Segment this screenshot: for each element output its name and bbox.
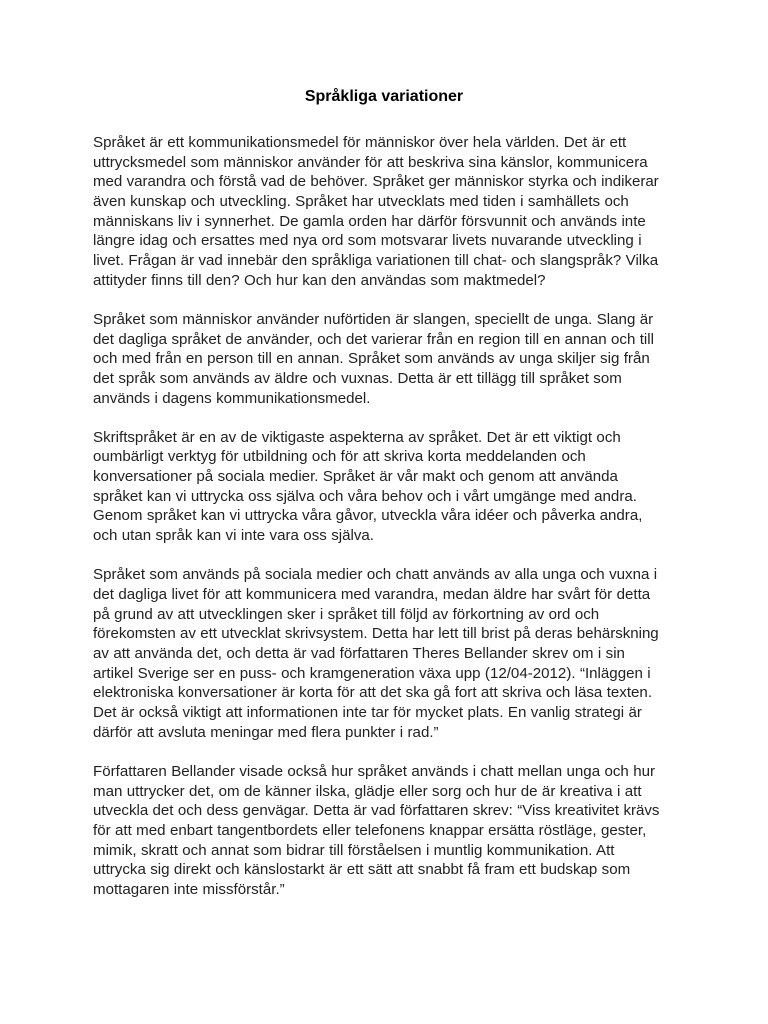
paragraph-line: språket kan vi uttrycka oss själva och våra behov och i vårt umgänge med andra.: [93, 487, 637, 505]
paragraph-line: och utan språk kan vi inte vara oss själva.: [93, 527, 374, 545]
paragraph-line: Språket som människor använder nuförtiden är slangen, speciellt de unga. Slang är: [93, 310, 654, 328]
paragraph-line: på grund av att utvecklingen sker i språket till följd av förkortning av ord och: [93, 605, 600, 623]
paragraph-line: det dagliga språket de använder, och det varierar från en region till en annan och till: [93, 330, 654, 348]
paragraph-line: Språket som används på sociala medier och chatt används av alla unga och vuxna i: [93, 566, 658, 584]
paragraph-line: används i dagens kommunikationsmedel.: [93, 389, 371, 407]
paragraph-line: utveckla det och dess genvägar. Detta är vad författaren skrev: “Viss kreativitet krävs: [93, 802, 660, 820]
paragraph-line: uttrycksmedel som människor använder för att beskriva sina känslor, kommunicera: [93, 153, 648, 171]
paragraph-line: livet. Frågan är vad innebär den språkliga variationen till chat- och slangspråk? Vilka: [93, 251, 659, 269]
paragraph-line: med varandra och förstå vad de behöver. Språket ger människor styrka och indikerar: [93, 173, 659, 191]
paragraph-line: även kunskap och utveckling. Språket har utvecklats med tiden i samhällets och: [93, 192, 629, 210]
paragraph-line: för att med enbart tangentbordets eller telefonens knappar ersätta röstläge, gester,: [93, 821, 647, 839]
paragraph-line: och med från en person till en annan. Språket som används av unga skiljer sig från: [93, 350, 650, 368]
paragraph-line: uttrycka sig direkt och känslostarkt är ett sätt att snabbt få fram ett budskap som: [93, 861, 631, 879]
paragraph-line: mimik, skratt och annat som bidrar till förståelsen i muntlig kommunikation. Att: [93, 841, 615, 859]
paragraph-line: oumbärligt verktyg för utbildning och för att skriva korta meddelanden och: [93, 448, 586, 466]
paragraph-line: förekomsten av ett utvecklat skrivsystem. Detta har lett till brist på deras behärskning: [93, 625, 659, 643]
paragraph-line: elektroniska konversationer är korta för att det ska gå fort att skriva och läsa texten.: [93, 684, 653, 702]
paragraph-line: Genom språket kan vi uttrycka våra gåvor, utveckla våra idéer och påverka andra,: [93, 507, 643, 525]
paragraph-line: Det är också viktigt att informationen inte tar för mycket plats. En vanlig strategi är: [93, 703, 642, 721]
paragraph-line: Språket är ett kommunikationsmedel för människor över hela världen. Det är ett: [93, 134, 627, 151]
paragraph-line: det dagliga livet för att kommunicera med varandra, medan äldre har svårt för detta: [93, 586, 651, 604]
paragraph-line: längre idag och ersattes med nya ord som motsvarar livets nuvarande utveckling i: [93, 232, 642, 250]
paragraph-line: därför att avsluta meningar med flera punkter i rad.”: [93, 723, 439, 741]
paragraph-line: människans liv i synnerhet. De gamla orden har därför försvunnit och används inte: [93, 212, 646, 230]
paragraph-line: konversationer på sociala medier. Språket är vår makt och genom att använda: [93, 468, 618, 486]
paragraph: [93, 428, 659, 546]
paragraph: [93, 565, 659, 742]
document-body: [93, 133, 659, 919]
document-title: Språkliga variationer: [304, 88, 464, 105]
paragraph-line: artikel Sverige ser en puss- och kramgeneration växa upp (12/04-2012). “Inläggen i: [93, 664, 651, 682]
paragraph-line: mottagaren inte missförstår.”: [93, 880, 285, 898]
paragraph-line: man uttrycker det, om de känner ilska, glädje eller sorg och hur de är kreativa i att: [93, 782, 642, 800]
paragraph-line: av att använda det, och detta är vad författaren Theres Bellander skrev om i sin: [93, 645, 625, 663]
paragraph-line: attityder finns till den? Och hur kan den användas som maktmedel?: [93, 271, 546, 289]
paragraph-line: Skriftspråket är en av de viktigaste aspekterna av språket. Det är ett viktigt och: [93, 428, 621, 446]
paragraph-line: Författaren Bellander visade också hur språket används i chatt mellan unga och hur: [93, 762, 656, 780]
paragraph: [93, 762, 659, 900]
paragraph: [93, 133, 659, 290]
paragraph: [93, 310, 659, 408]
paragraph-line: det språk som används av äldre och vuxnas. Detta är ett tillägg till språket som: [93, 369, 622, 387]
